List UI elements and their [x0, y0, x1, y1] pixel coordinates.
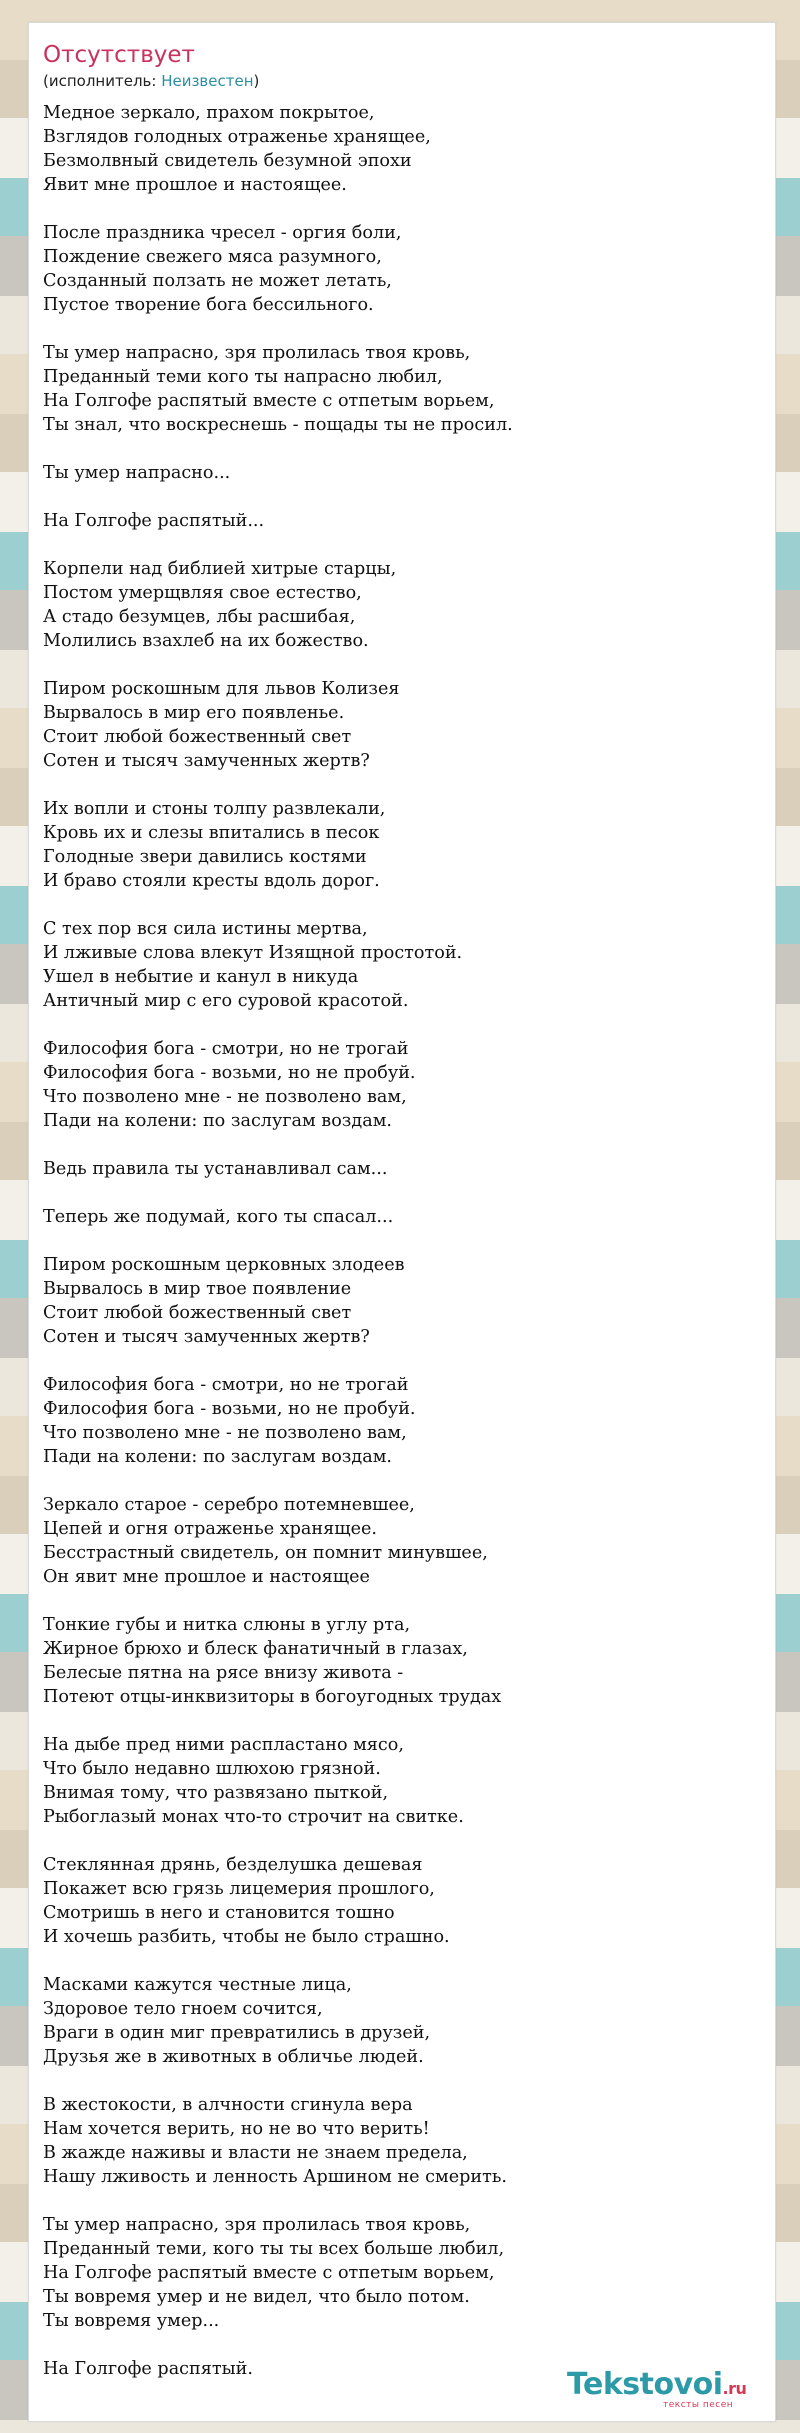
lyric-line: Стоит любой божественный свет [43, 727, 352, 747]
lyrics-stanza [43, 1373, 763, 1469]
lyric-line: Медное зеркало, прахом покрытое, [43, 103, 375, 123]
lyrics-stanza [43, 341, 763, 437]
lyrics-stanza [43, 101, 763, 197]
lyric-line: И хочешь разбить, чтобы не было страшно. [43, 1927, 450, 1947]
song-title: Отсутствует [43, 42, 195, 68]
lyrics-stanza [43, 797, 763, 893]
lyric-line: И браво стояли кресты вдоль дорог. [43, 871, 380, 891]
lyric-line: Ведь правила ты устанавливал сам... [43, 1159, 388, 1179]
lyric-line: Здоровое тело гноем сочится, [43, 1999, 323, 2019]
lyrics-stanza [43, 1157, 763, 1181]
logo-name: Tekstovoi [567, 2367, 723, 2402]
lyrics-stanza [43, 1853, 763, 1949]
lyric-line: Ты умер напрасно... [43, 463, 231, 483]
lyric-line: С тех пор вся сила истины мертва, [43, 919, 368, 939]
lyric-line: Ушел в небытие и канул в никуда [43, 967, 359, 987]
logo-tagline: тексты песен [663, 2400, 734, 2410]
lyric-line: Сотен и тысяч замученных жертв? [43, 751, 370, 771]
lyric-line: Что позволено мне - не позволено вам, [43, 1087, 407, 1107]
lyric-line: Пиром роскошным для львов Колизея [43, 679, 400, 699]
lyric-line: Пади на колени: по заслугам воздам. [43, 1447, 392, 1467]
lyric-line: Преданный теми кого ты напрасно любил, [43, 367, 443, 387]
lyric-line: Ты вовремя умер и не видел, что было потом. [43, 2287, 470, 2307]
lyric-line: Философия бога - смотри, но не трогай [43, 1375, 409, 1395]
lyric-line: Цепей и огня отраженье хранящее. [43, 1519, 378, 1539]
lyrics-stanza [43, 461, 763, 485]
artist-line [43, 71, 259, 91]
lyrics-stanza [43, 1973, 763, 2069]
lyric-line: Враги в один миг превратились в друзей, [43, 2023, 431, 2043]
lyric-line: Смотришь в него и становится тошно [43, 1903, 395, 1923]
lyrics-stanza [43, 221, 763, 317]
lyric-line: На Голгофе распятый вместе с отпетым ворьем, [43, 391, 495, 411]
lyric-line: Ты вовремя умер... [43, 2311, 220, 2331]
lyric-line: Друзья же в животных в обличье людей. [43, 2047, 424, 2067]
lyric-line: Вырвалось в мир твое появление [43, 1279, 352, 1299]
lyric-line: Безмолвный свидетель безумной эпохи [43, 151, 412, 171]
lyric-line: Жирное брюхо и блеск фанатичный в глазах, [43, 1639, 468, 1659]
lyrics-stanza [43, 917, 763, 1013]
lyric-line: Кровь их и слезы впитались в песок [43, 823, 380, 843]
lyric-line: Пади на колени: по заслугам воздам. [43, 1111, 392, 1131]
lyric-line: Их вопли и стоны толпу развлекали, [43, 799, 386, 819]
lyrics-stanza [43, 1733, 763, 1829]
lyric-line: В жестокости, в алчности сгинула вера [43, 2095, 413, 2115]
lyrics-stanza [43, 1253, 763, 1349]
site-logo[interactable] [567, 2369, 767, 2413]
lyric-line: Пождение свежего мяса разумного, [43, 247, 382, 267]
lyric-line: Философия бога - возьми, но не пробуй. [43, 1399, 416, 1419]
lyrics-stanza [43, 1613, 763, 1709]
lyric-line: На Голгофе распятый. [43, 2359, 253, 2379]
lyric-line: Масками кажутся честные лица, [43, 1975, 352, 1995]
lyric-line: Теперь же подумай, кого ты спасал... [43, 1207, 394, 1227]
lyric-line: Он явит мне прошлое и настоящее [43, 1567, 370, 1587]
lyric-line: Потеют отцы-инквизиторы в богоугодных трудах [43, 1687, 502, 1707]
lyric-line: На Голгофе распятый... [43, 511, 265, 531]
lyrics-card [28, 22, 776, 2422]
lyric-line: Пиром роскошным церковных злодеев [43, 1255, 405, 1275]
artist-suffix: ) [253, 72, 260, 90]
lyrics-stanza [43, 2093, 763, 2189]
lyric-line: Ты знал, что воскреснешь - пощады ты не просил. [43, 415, 513, 435]
lyrics-stanza [43, 677, 763, 773]
lyric-line: На дыбе пред ними распластано мясо, [43, 1735, 404, 1755]
lyric-line: А стадо безумцев, лбы расшибая, [43, 607, 356, 627]
lyric-line: Явит мне прошлое и настоящее. [43, 175, 347, 195]
lyric-line: Что позволено мне - не позволено вам, [43, 1423, 407, 1443]
lyrics-stanza [43, 1493, 763, 1589]
lyric-line: Стеклянная дрянь, безделушка дешевая [43, 1855, 423, 1875]
lyric-line: Пустое творение бога бессильного. [43, 295, 374, 315]
lyric-line: Что было недавно шлюхою грязной. [43, 1759, 381, 1779]
lyric-line: Белесые пятна на рясе внизу живота - [43, 1663, 404, 1683]
lyric-line: И лживые слова влекут Изящной простотой. [43, 943, 463, 963]
lyrics-stanza [43, 2213, 763, 2333]
lyric-line: На Голгофе распятый вместе с отпетым ворьем, [43, 2263, 495, 2283]
lyric-line: Нашу лживость и ленность Аршином не смерить. [43, 2167, 508, 2187]
lyric-line: Философия бога - смотри, но не трогай [43, 1039, 409, 1059]
lyric-line: Ты умер напрасно, зря пролилась твоя кровь, [43, 2215, 471, 2235]
lyric-line: Философия бога - возьми, но не пробуй. [43, 1063, 416, 1083]
lyric-line: Тонкие губы и нитка слюны в углу рта, [43, 1615, 411, 1635]
lyric-line: Зеркало старое - серебро потемневшее, [43, 1495, 415, 1515]
lyric-line: Стоит любой божественный свет [43, 1303, 352, 1323]
lyrics-stanza [43, 1205, 763, 1229]
lyric-line: Ты умер напрасно, зря пролилась твоя кровь, [43, 343, 471, 363]
lyric-line: Корпели над библией хитрые старцы, [43, 559, 397, 579]
lyric-line: Античный мир с его суровой красотой. [43, 991, 409, 1011]
lyric-line: Внимая тому, что развязано пыткой, [43, 1783, 389, 1803]
lyrics-stanza [43, 509, 763, 533]
lyrics-body [43, 101, 763, 2405]
lyric-line: В жажде наживы и власти не знаем предела, [43, 2143, 468, 2163]
lyric-line: После праздника чресел - оргия боли, [43, 223, 402, 243]
lyric-line: Созданный ползать не может летать, [43, 271, 392, 291]
lyric-line: Бесстрастный свидетель, он помнит минувшее, [43, 1543, 488, 1563]
lyric-line: Нам хочется верить, но не во что верить! [43, 2119, 430, 2139]
logo-tld: .ru [722, 2379, 747, 2398]
artist-prefix: (исполнитель: [43, 72, 162, 90]
lyric-line: Голодные звери давились костями [43, 847, 367, 867]
artist-link[interactable]: Неизвестен [161, 72, 254, 90]
lyric-line: Преданный теми, кого ты ты всех больше любил, [43, 2239, 505, 2259]
lyric-line: Молились взахлеб на их божество. [43, 631, 369, 651]
lyrics-stanza [43, 1037, 763, 1133]
lyric-line: Рыбоглазый монах что-то строчит на свитке. [43, 1807, 464, 1827]
lyric-line: Взглядов голодных отраженье хранящее, [43, 127, 431, 147]
lyric-line: Сотен и тысяч замученных жертв? [43, 1327, 370, 1347]
lyrics-stanza [43, 557, 763, 653]
lyric-line: Покажет всю грязь лицемерия прошлого, [43, 1879, 435, 1899]
lyric-line: Постом умерщвляя свое естество, [43, 583, 362, 603]
lyric-line: Вырвалось в мир его появленье. [43, 703, 345, 723]
